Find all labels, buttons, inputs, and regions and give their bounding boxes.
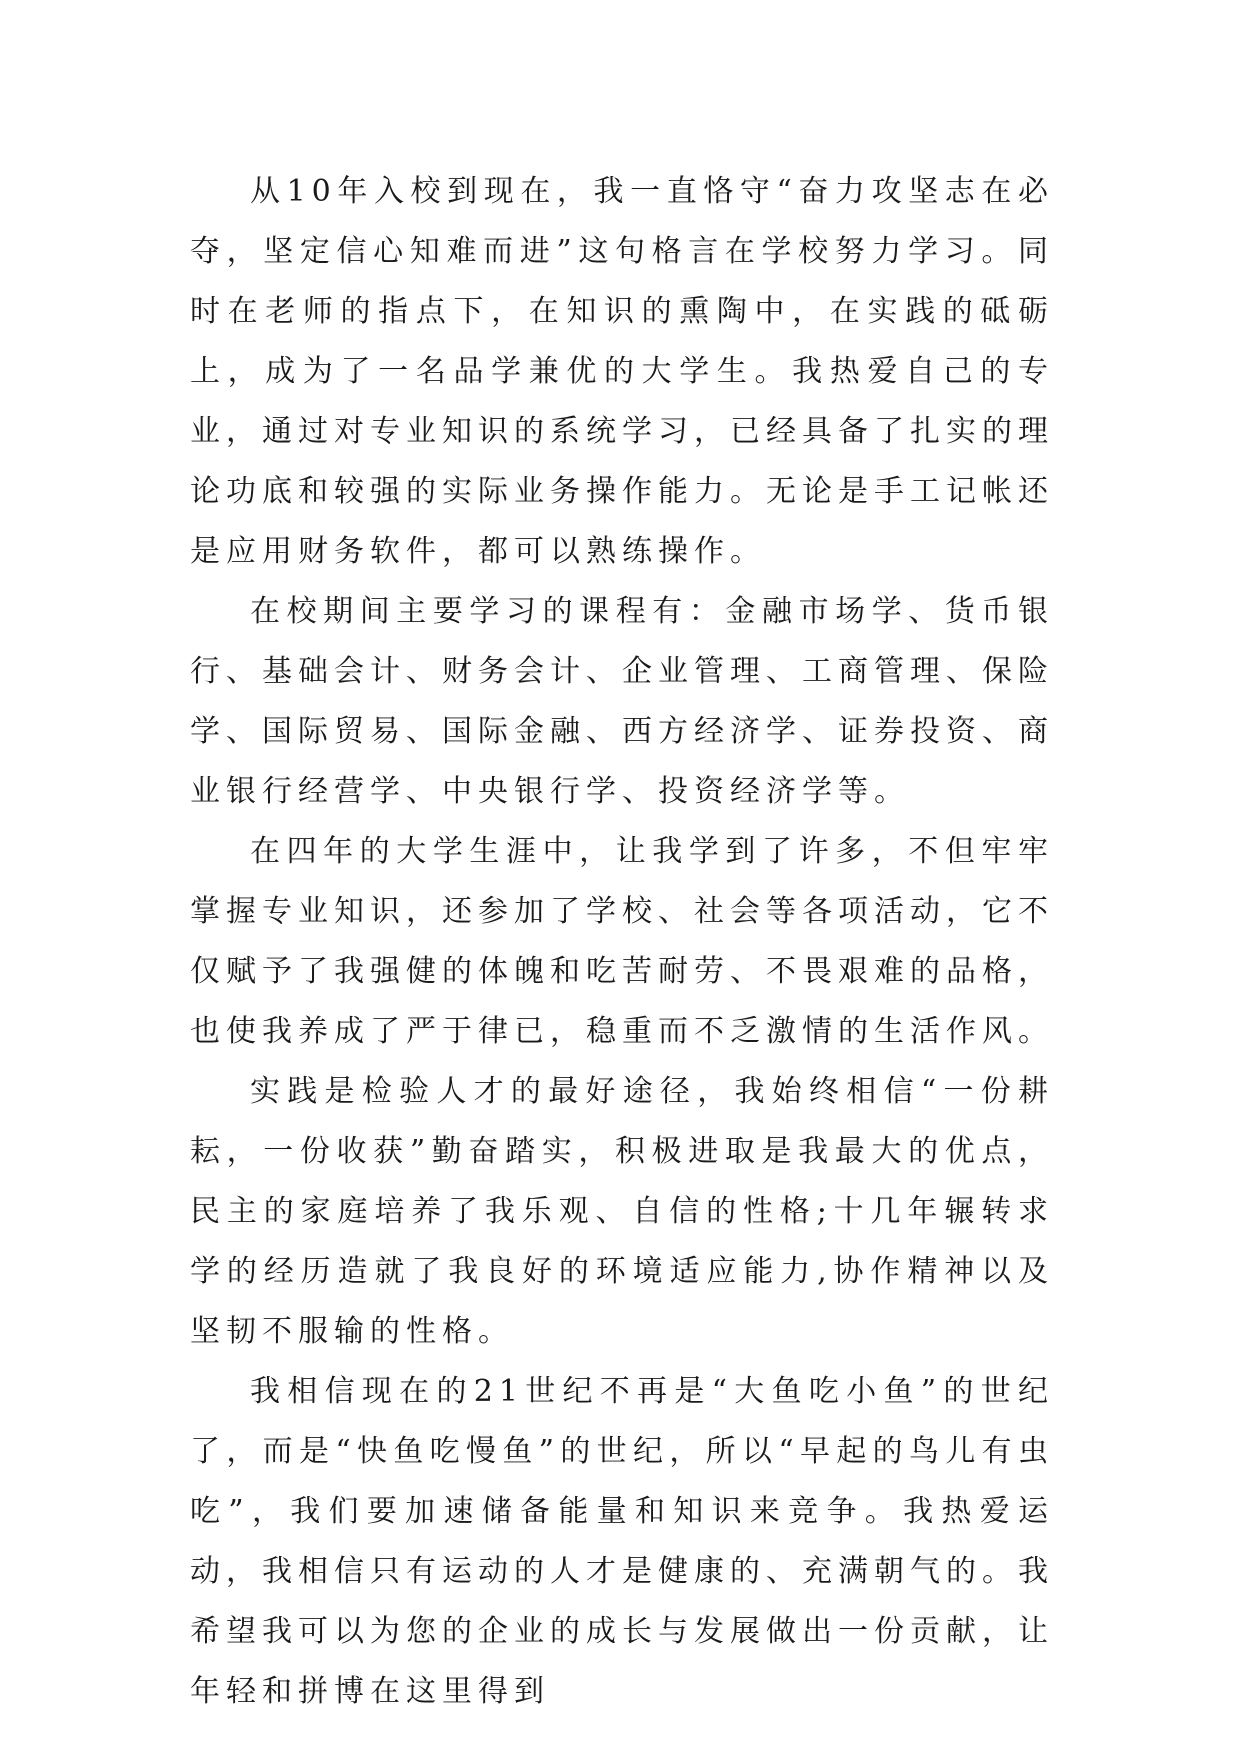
paragraph-study-experience: 从10年入校到现在，我一直恪守“奋力攻坚志在必夺，坚定信心知难而进”这句格言在学校努力学习。同时在老师的指点下，在知识的熏陶中，在实践的砥砺上，成为了一名品学兼优的大学生。我热爱自己的专业，通过对专业知识的系统学习，已经具备了扎实的理论功底和较强的实际业务操作能力。无论是手工记帐还是应用财务软件，都可以熟练操作。 <box>190 174 1054 569</box>
document-body <box>190 162 1054 1722</box>
paragraph-university-life: 在四年的大学生涯中，让我学到了许多，不但牢牢掌握专业知识，还参加了学校、社会等各项活动，它不仅赋予了我强健的体魄和吃苦耐劳、不畏艰难的品格，也使我养成了严于律已，稳重而不乏激情的生活作风。 <box>190 834 1054 1049</box>
paragraph-courses: 在校期间主要学习的课程有：金融市场学、货币银行、基础会计、财务会计、企业管理、工商管理、保险学、国际贸易、国际金融、西方经济学、证券投资、商业银行经营学、中央银行学、投资经济学等。 <box>190 594 1054 809</box>
paragraph-practice: 实践是检验人才的最好途径，我始终相信“一份耕耘，一份收获”勤奋踏实，积极进取是我最大的优点，民主的家庭培养了我乐观、自信的性格;十几年辗转求学的经历造就了我良好的环境适应能力,协作精神以及坚韧不服输的性格。 <box>190 1074 1054 1349</box>
paragraph-competition: 我相信现在的21世纪不再是“大鱼吃小鱼”的世纪了，而是“快鱼吃慢鱼”的世纪，所以“早起的鸟儿有虫吃”，我们要加速储备能量和知识来竞争。我热爱运动，我相信只有运动的人才是健康的、充满朝气的。我希望我可以为您的企业的成长与发展做出一份贡献，让年轻和拼博在这里得到 <box>190 1374 1054 1709</box>
